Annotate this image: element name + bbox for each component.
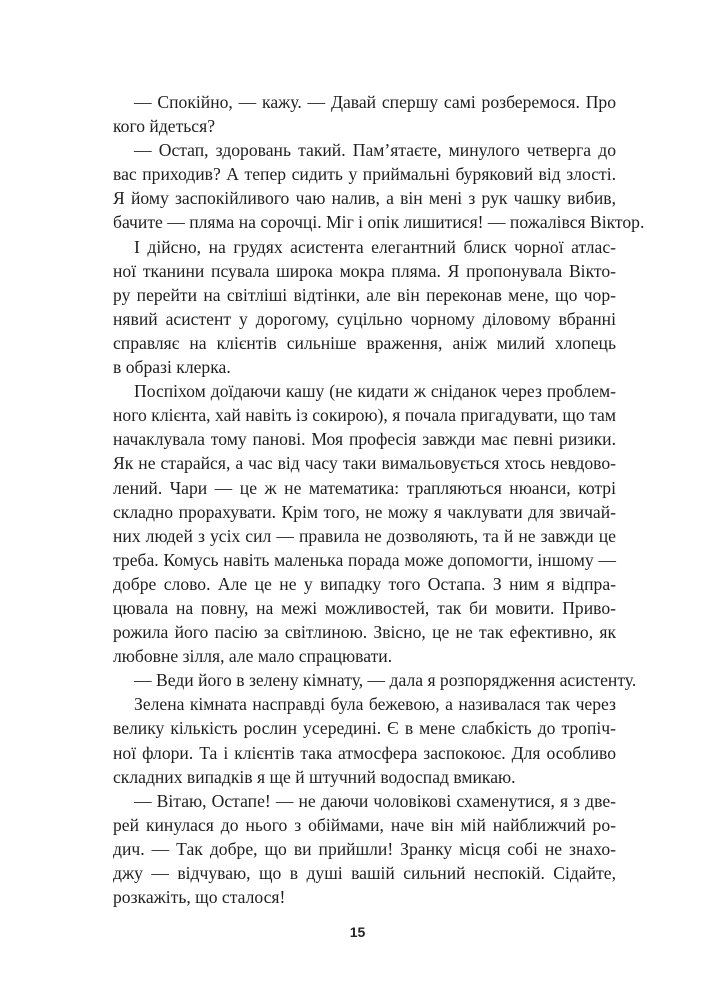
text-line: бачите — пляма на сорочці. Міг і опік лишитися! — пожалівся Віктор.: [113, 212, 645, 233]
text-line: ної тканини псувала широка мокра пляма. Я пропонувала Вікто-: [113, 260, 616, 281]
paragraph: [113, 90, 616, 138]
text-line: — Веди його в зелену кімнату, — дала я розпорядження асистенту.: [134, 670, 637, 691]
text-line: І дійсно, на грудях асистента елегантний блиск чорної атлас-: [134, 236, 616, 257]
text-line: цювала на повну, на межі можливостей, так би мовити. Приво-: [113, 597, 616, 618]
paragraph: [113, 668, 637, 692]
paragraph: [113, 692, 616, 788]
paragraph: [113, 789, 616, 909]
text-line: складних випадків я ще й штучний водоспад вмикаю.: [113, 766, 516, 787]
text-line: велику кількість рослин усередині. Є в мене слабкість до тропіч-: [113, 718, 616, 739]
text-line: розкажіть, що сталося!: [113, 887, 286, 908]
text-line: справляє на клієнтів сильніше враження, аніж милий хлопець: [113, 332, 616, 353]
text-line: треба. Комусь навіть маленька порада може допомогти, іншому —: [113, 549, 616, 570]
page-number: 15: [349, 924, 366, 940]
text-line: добре слово. Але це не у випадку того Остапа. З ним я відпра-: [113, 573, 616, 594]
text-line: — Вітаю, Остапе! — не даючи чоловікові схаменутися, я з две-: [134, 790, 616, 811]
text-line: Зелена кімната насправді була бежевою, а називалася так через: [134, 694, 616, 715]
text-line: Як не старайся, а час від часу таки вимальовується хтось невдово-: [113, 453, 616, 474]
text-line: вас приходив? А тепер сидить у приймальні буряковий від злості.: [113, 164, 616, 185]
text-line: рей кинулася до нього з обіймами, наче він мій найближчий ро-: [113, 814, 616, 835]
text-line: складно прорахувати. Крім того, не можу я чаклувати для звичай-: [113, 501, 616, 522]
text-line: лений. Чари — це ж не математика: трапляються нюанси, котрі: [113, 477, 616, 498]
text-line: Поспіхом доїдаючи кашу (не кидати ж сніданок через проблем-: [134, 381, 616, 402]
text-line: дич. — Так добре, що ви прийшли! Зранку місця собі не знахо-: [113, 838, 616, 859]
text-line: кого йдеться?: [113, 116, 216, 137]
paragraph: [113, 379, 616, 668]
paragraph: [113, 235, 616, 380]
text-line: в образі клерка.: [113, 357, 231, 378]
text-line: ного клієнта, хай навіть із сокирою), я почала пригадувати, що там: [113, 405, 616, 426]
paragraph: [113, 138, 645, 234]
text-line: — Спокійно, — кажу. — Давай спершу самі розберемося. Про: [134, 92, 616, 112]
text-line: — Остап, здоровань такий. Пам’ятаєте, минулого четверга до: [134, 140, 616, 161]
text-line: Я йому заспокійливого чаю налив, а він мені з рук чашку вибив,: [113, 188, 616, 209]
text-line: джу — відчуваю, що в душі вашій сильний неспокій. Сідайте,: [113, 863, 616, 883]
text-line: ру перейти на світліші відтінки, але він переконав мене, що чор-: [113, 284, 616, 305]
text-line: любовне зілля, але мало спрацювати.: [113, 646, 393, 667]
text-line: рожила його пасію за світлиною. Звісно, це не так ефективно, як: [113, 622, 616, 643]
text-line: ної флори. Та і клієнтів така атмосфера заспокоює. Для особливо: [113, 742, 616, 763]
book-page-text: [113, 90, 645, 909]
text-line: начаклувала тому панові. Моя професія завжди має певні ризики.: [113, 429, 616, 450]
text-line: нявий асистент у дорогому, суцільно чорному діловому вбранні: [113, 308, 616, 329]
text-line: них людей з усіх сил — правила не дозволяють, та й не завжди це: [113, 525, 616, 546]
